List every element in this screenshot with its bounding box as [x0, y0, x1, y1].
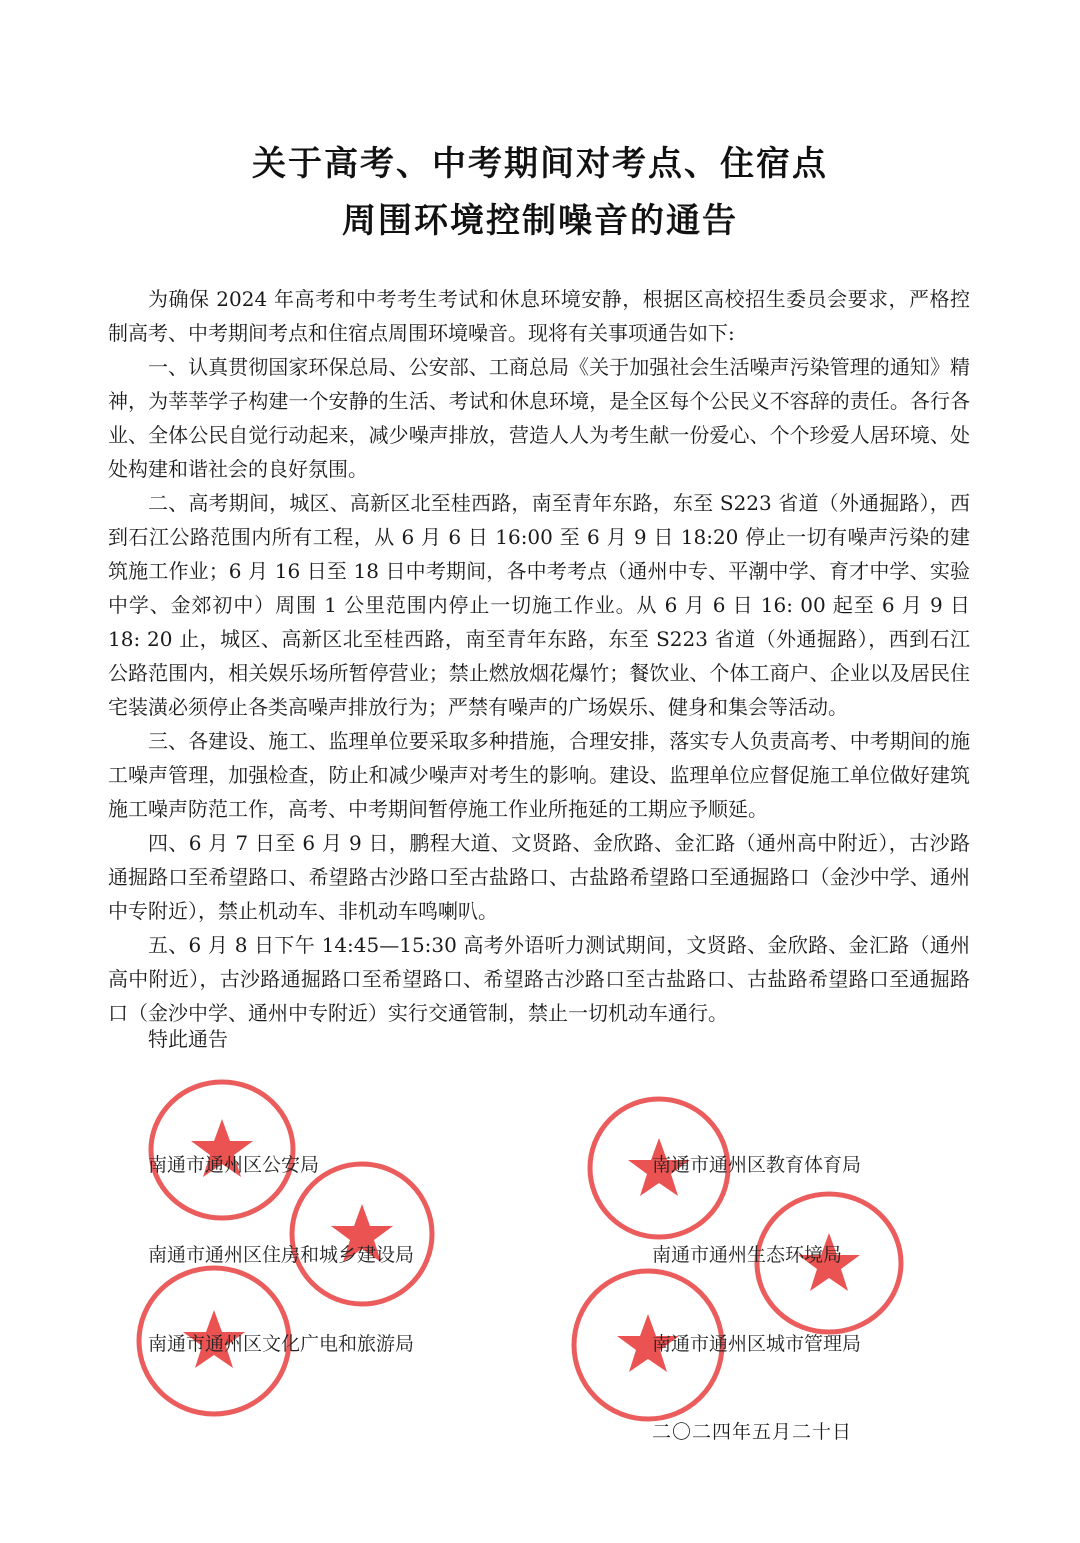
- notice-body: [108, 282, 970, 1030]
- paragraph-item-4: 四、6 月 7 日至 6 月 9 日，鹏程大道、文贤路、金欣路、金汇路（通州高中附近），古沙路通掘路口至希望路口、希望路古沙路口至古盐路口、古盐路希望路口至通掘路口（金沙中学、通州中专附近），禁止机动车、非机动车鸣喇叭。: [108, 831, 970, 923]
- notice-title-line1: 关于高考、中考期间对考点、住宿点: [252, 144, 828, 184]
- agency-ecology: 南通市通州生态环境局: [652, 1244, 843, 1266]
- closing-text: 特此通告: [148, 1027, 228, 1051]
- paragraph-item-2: 二、高考期间，城区、高新区北至桂西路，南至青年东路，东至 S223 省道（外通掘路），西到石江公路范围内所有工程，从 6 月 6 日 16:00 至 6 月 9 日 18:20 停止一切有噪声污染的建筑施工作业；6 月 16 日至 18 日中考期间，各中考考点（通州中专、平潮中学、育才中学、实验中学、金郊初中）周围 1 公里范围内停止一切施工作业。从 6 月 6 日 16: 00 起至 6 月 9 日 18: 20 止，城区、高新区北至桂西路，南至青年东路，东至 S223 省道（外通掘路），西到石江公路范围内，相关娱乐场所暂停营业；禁止燃放烟花爆竹；餐饮业、个体工商户、企业以及居民住宅装潢必须停止各类高噪声排放行为；严禁有噪声的广场娱乐、健身和集会等活动。: [108, 491, 970, 719]
- paragraph-item-5: 五、6 月 8 日下午 14:45—15:30 高考外语听力测试期间，文贤路、金欣路、金汇路（通州高中附近），古沙路通掘路口至希望路口、希望路古沙路口至古盐路口、古盐路希望路口至通掘路口（金沙中学、通州中专附近）实行交通管制，禁止一切机动车通行。: [108, 933, 970, 1025]
- seal-housing: [286, 1158, 438, 1310]
- paragraph-item-3: 三、各建设、施工、监理单位要采取多种措施，合理安排，落实专人负责高考、中考期间的施工噪声管理，加强检查，防止和减少噪声对考生的影响。建设、监理单位应督促施工单位做好建筑施工噪声防范工作，高考、中考期间暂停施工作业所拖延的工期应予顺延。: [108, 729, 970, 821]
- agency-housing: 南通市通州区住房和城乡建设局: [148, 1244, 415, 1266]
- paragraph-item-1: 一、认真贯彻国家环保总局、公安部、工商总局《关于加强社会生活噪声污染管理的通知》精神，为莘莘学子构建一个安静的生活、考试和休息环境，是全区每个公民义不容辞的责任。各行各业、全体公民自觉行动起来，减少噪声排放，营造人人为考生献一份爱心、个个珍爱人居环境、处处构建和谐社会的良好氛围。: [108, 355, 970, 481]
- agency-public-security: 南通市通州区公安局: [148, 1154, 320, 1176]
- agency-city-management: 南通市通州区城市管理局: [652, 1333, 862, 1355]
- agency-education: 南通市通州区教育体育局: [652, 1154, 862, 1176]
- agency-culture: 南通市通州区文化广电和旅游局: [148, 1333, 415, 1355]
- issue-date: 二〇二四年五月二十日: [652, 1421, 853, 1443]
- notice-title-line2: 周围环境控制噪音的通告: [342, 201, 738, 241]
- paragraph-intro: 为确保 2024 年高考和中考考生考试和休息环境安静，根据区高校招生委员会要求，严格控制高考、中考期间考点和住宿点周围环境噪音。现将有关事项通告如下:: [108, 287, 970, 345]
